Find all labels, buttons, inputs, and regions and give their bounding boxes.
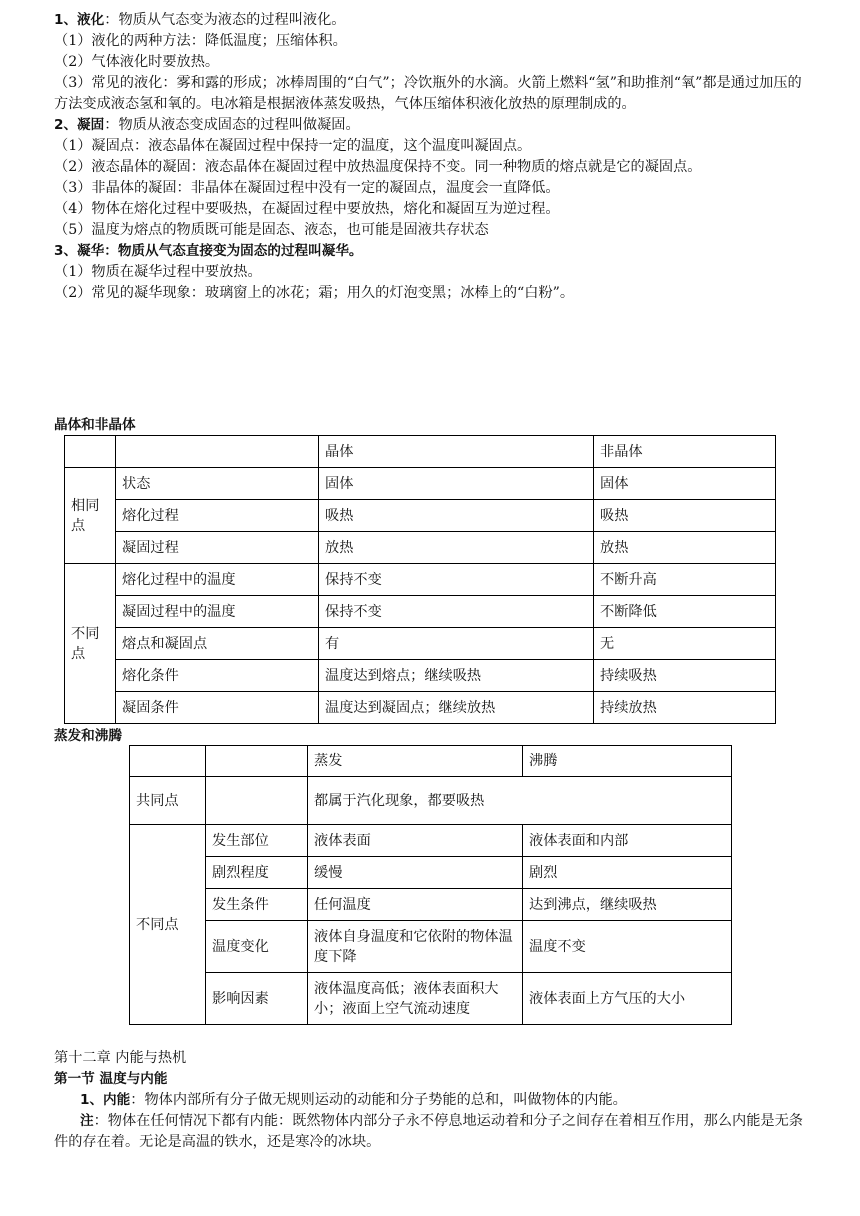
cell-crystal: 吸热 bbox=[319, 500, 594, 532]
chapter-title: 第十二章 内能与热机 bbox=[54, 1050, 187, 1066]
deposition-item-1: （1）物质在凝华过程中要放热。 bbox=[54, 264, 262, 280]
paragraph-internal-energy: 1、内能：物体内部所有分子做无规则运动的动能和分子势能的总和，叫做物体的内能。 bbox=[80, 1092, 627, 1108]
row-label: 凝固过程中的温度 bbox=[116, 596, 319, 628]
table-row bbox=[65, 564, 776, 596]
cell-amorphous: 固体 bbox=[594, 468, 776, 500]
liquefaction-item-3: （3）常见的液化：雾和露的形成；冰棒周围的“白气”；冷饮瓶外的水滴。火箭上燃料“氢”和助推剂“氧”都是通过加压的方法变成液态氢和氧的。电冰箱是根据液体蒸发吸热，气体压缩体积液化放热的原理制成的。 bbox=[54, 75, 802, 112]
paragraph-solidification: 2、凝固：物质从液态变成固态的过程叫做凝固。 bbox=[54, 117, 360, 133]
header-evaporation: 蒸发 bbox=[308, 746, 523, 777]
row-label: 凝固条件 bbox=[116, 692, 319, 724]
row-label: 发生条件 bbox=[206, 889, 308, 921]
cell-crystal: 保持不变 bbox=[319, 564, 594, 596]
table-cell bbox=[65, 436, 116, 468]
cell-boiling: 温度不变 bbox=[523, 921, 732, 973]
table-row bbox=[130, 973, 732, 1025]
table-row bbox=[65, 436, 776, 468]
table-crystal-title: 晶体和非晶体 bbox=[54, 417, 136, 433]
table-cell bbox=[116, 436, 319, 468]
note-label: 注 bbox=[80, 1113, 94, 1129]
cell-boiling: 液体表面和内部 bbox=[523, 825, 732, 857]
cell-crystal: 有 bbox=[319, 628, 594, 660]
cell-evaporation: 液体表面 bbox=[308, 825, 523, 857]
table-row bbox=[130, 921, 732, 973]
cell-amorphous: 无 bbox=[594, 628, 776, 660]
table-row bbox=[130, 746, 732, 777]
section-phase-changes bbox=[54, 10, 814, 304]
cell-crystal: 温度达到凝固点；继续放热 bbox=[319, 692, 594, 724]
table-row bbox=[65, 692, 776, 724]
row-diff-label: 不同点 bbox=[130, 825, 206, 1025]
table-evaporation-title: 蒸发和沸腾 bbox=[54, 728, 122, 744]
cell-crystal: 放热 bbox=[319, 532, 594, 564]
deposition-item-2: （2）常见的凝华现象：玻璃窗上的冰花；霜；用久的灯泡变黑；冰棒上的“白粉”。 bbox=[54, 285, 575, 301]
liquefaction-item-2: （2）气体液化时要放热。 bbox=[54, 54, 220, 70]
row-label: 熔化条件 bbox=[116, 660, 319, 692]
solidification-item-1: （1）凝固点：液态晶体在凝固过程中保持一定的温度，这个温度叫凝固点。 bbox=[54, 138, 532, 154]
cell-crystal: 温度达到熔点；继续吸热 bbox=[319, 660, 594, 692]
table-cell bbox=[130, 746, 206, 777]
table-crystal-amorphous bbox=[64, 435, 776, 724]
cell-boiling: 达到沸点，继续吸热 bbox=[523, 889, 732, 921]
row-label: 熔化过程 bbox=[116, 500, 319, 532]
table-row bbox=[65, 660, 776, 692]
header-amorphous: 非晶体 bbox=[594, 436, 776, 468]
cell-crystal: 保持不变 bbox=[319, 596, 594, 628]
table-row bbox=[130, 777, 732, 825]
cell-boiling: 液体表面上方气压的大小 bbox=[523, 973, 732, 1025]
row-label: 影响因素 bbox=[206, 973, 308, 1025]
cell-boiling: 剧烈 bbox=[523, 857, 732, 889]
table-evaporation-boiling bbox=[129, 745, 732, 1025]
row-label: 发生部位 bbox=[206, 825, 308, 857]
header-boiling: 沸腾 bbox=[523, 746, 732, 777]
cell-amorphous: 持续放热 bbox=[594, 692, 776, 724]
table-row bbox=[65, 500, 776, 532]
solidification-item-2: （2）液态晶体的凝固：液态晶体在凝固过程中放热温度保持不变。同一种物质的熔点就是它的凝固点。 bbox=[54, 159, 702, 175]
cell-same-text: 都属于汽化现象，都要吸热 bbox=[308, 777, 732, 825]
cell-evaporation: 缓慢 bbox=[308, 857, 523, 889]
cell-crystal: 固体 bbox=[319, 468, 594, 500]
header-crystal: 晶体 bbox=[319, 436, 594, 468]
heading-solidification: 2、凝固 bbox=[54, 117, 105, 133]
group-same: 相同点 bbox=[65, 468, 116, 564]
group-diff: 不同点 bbox=[65, 564, 116, 724]
table-row bbox=[130, 825, 732, 857]
cell-amorphous: 不断升高 bbox=[594, 564, 776, 596]
row-label: 凝固过程 bbox=[116, 532, 319, 564]
solidification-item-4: （4）物体在熔化过程中要吸热，在凝固过程中要放热，熔化和凝固互为逆过程。 bbox=[54, 201, 560, 217]
node-title: 第一节 温度与内能 bbox=[54, 1071, 168, 1087]
cell-amorphous: 不断降低 bbox=[594, 596, 776, 628]
table-row bbox=[65, 468, 776, 500]
heading-liquefaction: 1、液化 bbox=[54, 12, 105, 28]
cell-amorphous: 持续吸热 bbox=[594, 660, 776, 692]
section-internal-energy bbox=[54, 1048, 814, 1153]
row-label: 剧烈程度 bbox=[206, 857, 308, 889]
table-row bbox=[130, 889, 732, 921]
paragraph-liquefaction: 1、液化：物质从气态变为液态的过程叫液化。 bbox=[54, 12, 346, 28]
row-label: 状态 bbox=[116, 468, 319, 500]
row-label: 熔化过程中的温度 bbox=[116, 564, 319, 596]
cell-evaporation: 任何温度 bbox=[308, 889, 523, 921]
table-row bbox=[65, 628, 776, 660]
cell-amorphous: 吸热 bbox=[594, 500, 776, 532]
liquefaction-item-1: （1）液化的两种方法：降低温度；压缩体积。 bbox=[54, 33, 347, 49]
table-cell bbox=[206, 777, 308, 825]
solidification-item-3: （3）非晶体的凝固：非晶体在凝固过程中没有一定的凝固点，温度会一直降低。 bbox=[54, 180, 560, 196]
heading-deposition: 3、凝华：物质从气态直接变为固态的过程叫凝华。 bbox=[54, 243, 363, 259]
table-row bbox=[130, 857, 732, 889]
paragraph-note: 注：物体在任何情况下都有内能：既然物体内部分子永不停息地运动着和分子之间存在着相互作用，那么内能是无条件的存在着。无论是高温的铁水，还是寒冷的冰块。 bbox=[54, 1113, 803, 1150]
table-row bbox=[65, 596, 776, 628]
heading-internal-energy: 1、内能 bbox=[80, 1092, 131, 1108]
cell-evaporation: 液体温度高低；液体表面积大小；液面上空气流动速度 bbox=[308, 973, 523, 1025]
row-same-label: 共同点 bbox=[130, 777, 206, 825]
table-cell bbox=[206, 746, 308, 777]
row-label: 温度变化 bbox=[206, 921, 308, 973]
solidification-item-5: （5）温度为熔点的物质既可能是固态、液态，也可能是固液共存状态 bbox=[54, 222, 489, 238]
cell-amorphous: 放热 bbox=[594, 532, 776, 564]
table-row bbox=[65, 532, 776, 564]
cell-evaporation: 液体自身温度和它依附的物体温度下降 bbox=[308, 921, 523, 973]
row-label: 熔点和凝固点 bbox=[116, 628, 319, 660]
